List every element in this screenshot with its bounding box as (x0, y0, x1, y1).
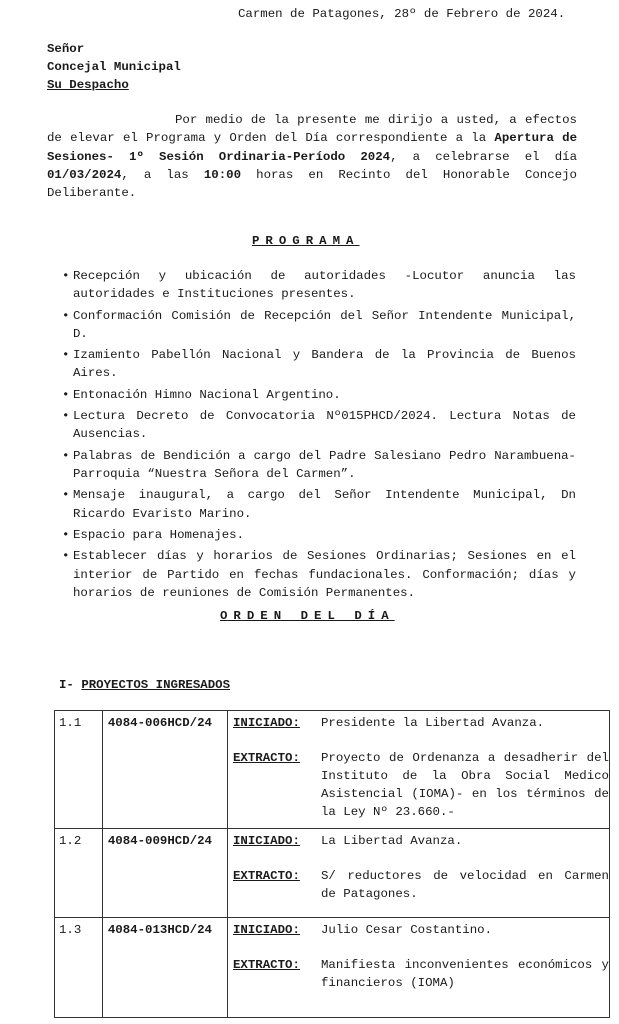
bullet-icon: • (62, 308, 70, 323)
bullet-icon: • (62, 488, 70, 503)
intro-text-2: , a celebrarse el día (390, 149, 577, 164)
iniciado-value: Julio Cesar Costantino. (321, 923, 493, 937)
programa-heading: PROGRAMA (252, 234, 360, 248)
section-heading (59, 676, 230, 694)
table-row (55, 918, 610, 1018)
orden-heading: ORDEN DEL DÍA (220, 609, 395, 623)
intro-text-4: horas en Recinto del Honorable Concejo Deliberante. (47, 167, 577, 201)
extracto-value: Proyecto de Ordenanza a desadherir del Instituto de la Obra Social Medico Asistencial (IOMA)- en los términos de la Ley Nº 23.660.- (321, 751, 609, 819)
extracto-value: Manifiesta inconvenientes económicos y financieros (IOMA) (321, 958, 609, 990)
extracto-value: S/ reductores de velocidad en Carmen de Patagones. (321, 869, 609, 901)
project-number: 1.1 (55, 711, 103, 829)
recipient-role: Concejal Municipal (47, 60, 181, 74)
project-details (228, 918, 610, 1018)
list-item: • Palabras de Bendición a cargo del Padre Salesiano Pedro Narambuena-Parroquia “Nuestra Señora del Carmen”. (62, 448, 576, 481)
list-item: • Establecer días y horarios de Sesiones Ordinarias; Sesiones en el interior de Partido en fechas fundacionales. Conformación; días y horarios de reuniones de Comisión Permanentes. (62, 549, 576, 600)
bullet-icon: • (62, 549, 70, 564)
section-title: PROYECTOS INGRESADOS (81, 678, 231, 692)
bullet-icon: • (62, 527, 70, 542)
bullet-icon: • (62, 348, 70, 363)
recipient-title: Señor (47, 42, 85, 56)
session-date: 01/03/2024 (47, 167, 122, 182)
iniciado-label: INICIADO: (233, 923, 300, 937)
session-name: Apertura de Sesiones- 1º Sesión Ordinaria-Período 2024 (47, 131, 578, 164)
project-details (228, 829, 610, 918)
list-item: • Conformación Comisión de Recepción del Señor Intendente Municipal, D. (62, 308, 576, 341)
iniciado-label: INICIADO: (233, 716, 300, 730)
extracto-label: EXTRACTO: (233, 869, 300, 883)
list-item: • Entonación Himno Nacional Argentino. (62, 386, 576, 404)
programa-list (62, 267, 576, 605)
list-item: • Espacio para Homenajes. (62, 526, 576, 544)
project-number: 1.2 (55, 829, 103, 918)
bullet-icon: • (62, 269, 70, 283)
project-expediente: 4084-013HCD/24 (102, 918, 227, 1018)
list-item: • Izamiento Pabellón Nacional y Bandera de la Provincia de Buenos Aires. (62, 348, 576, 381)
intro-text-3: , a las (121, 167, 204, 182)
session-time: 10:00 (203, 167, 242, 182)
extracto-label: EXTRACTO: (233, 751, 300, 765)
bullet-icon: • (62, 409, 70, 424)
table-row (55, 829, 610, 918)
document-date: Carmen de Patagones, 28º de Febrero de 2024. (238, 7, 566, 21)
project-details (228, 711, 610, 829)
project-expediente: 4084-006HCD/24 (102, 711, 227, 829)
intro-text-1: Por medio de la presente me dirijo a usted, a efectos de elevar el Programa y Orden del Día correspondiente a la (47, 113, 577, 146)
intro-paragraph (47, 111, 577, 202)
table-row (55, 711, 610, 829)
extracto-label: EXTRACTO: (233, 958, 300, 972)
bullet-icon: • (62, 448, 70, 463)
projects-table (54, 710, 610, 1018)
section-number: I- (59, 678, 74, 692)
recipient-block (47, 40, 181, 94)
list-item: • Mensaje inaugural, a cargo del Señor Intendente Municipal, Dn Ricardo Evaristo Marino. (62, 488, 576, 521)
iniciado-label: INICIADO: (233, 834, 300, 848)
project-number: 1.3 (55, 918, 103, 1018)
list-item: • Recepción y ubicación de autoridades -Locutor anuncia las autoridades e Instituciones presentes. (62, 269, 576, 302)
recipient-office: Su Despacho (47, 78, 129, 92)
project-expediente: 4084-009HCD/24 (102, 829, 227, 918)
iniciado-value: La Libertad Avanza. (321, 834, 463, 848)
list-item: • Lectura Decreto de Convocatoria Nº015PHCD/2024. Lectura Notas de Ausencias. (62, 409, 576, 442)
bullet-icon: • (62, 387, 70, 402)
iniciado-value: Presidente la Libertad Avanza. (321, 716, 545, 730)
